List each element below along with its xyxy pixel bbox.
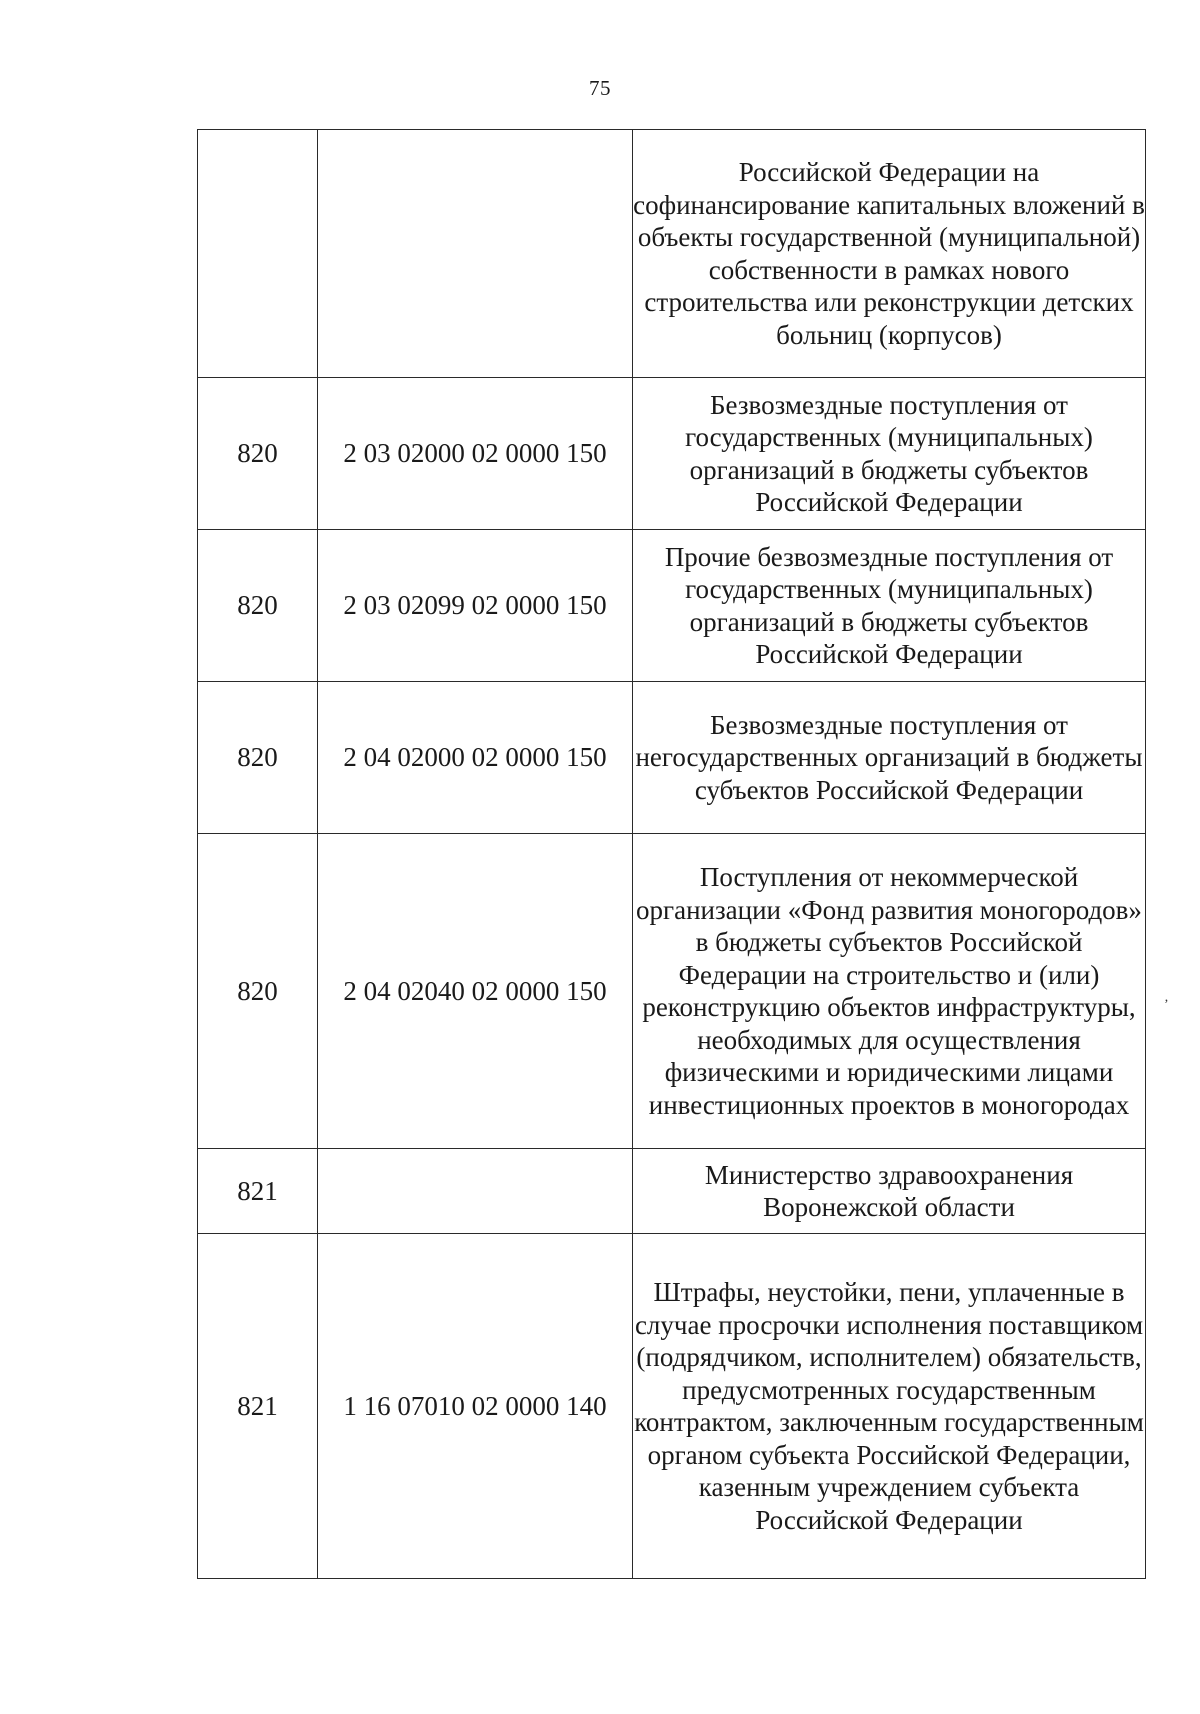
revenue-name-cell: Российской Федерации на софинансирование капитальных вложений в объекты государственной (муниципальной) собственности в рамках нового строительства или реконструкции детских больниц (корпусов) — [633, 130, 1146, 378]
admin-code-cell: 821 — [198, 1149, 318, 1234]
admin-code-cell: 821 — [198, 1234, 318, 1579]
table-row — [198, 1149, 1146, 1234]
table-row — [198, 682, 1146, 834]
admin-code-cell: 820 — [198, 834, 318, 1149]
table-row — [198, 130, 1146, 378]
table-row — [198, 1234, 1146, 1579]
budget-code-cell: 2 03 02000 02 0000 150 — [318, 378, 633, 530]
revenue-name-cell: Безвозмездные поступления от государственных (муниципальных) организаций в бюджеты субъектов Российской Федерации — [633, 378, 1146, 530]
admin-code-cell: 820 — [198, 530, 318, 682]
table-row — [198, 378, 1146, 530]
scan-speck-mark: ‚ — [1164, 990, 1169, 1005]
budget-code-cell: 2 04 02000 02 0000 150 — [318, 682, 633, 834]
revenue-name-cell: Безвозмездные поступления от негосударственных организаций в бюджеты субъектов Российской Федерации — [633, 682, 1146, 834]
revenue-name-cell: Поступления от некоммерческой организации «Фонд развития моногородов» в бюджеты субъектов Российской Федерации на строительство и (или) реконструкцию объектов инфраструктуры, необходимых для осуществления физическими и юридическими лицами инвестиционных проектов в моногородах — [633, 834, 1146, 1149]
admin-code-cell: 820 — [198, 682, 318, 834]
budget-code-cell: 2 03 02099 02 0000 150 — [318, 530, 633, 682]
budget-revenue-table — [197, 129, 1146, 1579]
page-number: 75 — [589, 76, 611, 100]
table-row — [198, 530, 1146, 682]
revenue-name-cell: Штрафы, неустойки, пени, уплаченные в случае просрочки исполнения поставщиком (подрядчиком, исполнителем) обязательств, предусмотренных государственным контрактом, заключенным государственным органом субъекта Российской Федерации, казенным учреждением субъекта Российской Федерации — [633, 1234, 1146, 1579]
revenue-name-cell: Прочие безвозмездные поступления от государственных (муниципальных) организаций в бюджеты субъектов Российской Федерации — [633, 530, 1146, 682]
budget-code-cell — [318, 1149, 633, 1234]
table-row — [198, 834, 1146, 1149]
admin-code-cell — [198, 130, 318, 378]
budget-code-cell — [318, 130, 633, 378]
revenue-name-cell: Министерство здравоохранения Воронежской области — [633, 1149, 1146, 1234]
budget-code-cell: 1 16 07010 02 0000 140 — [318, 1234, 633, 1579]
admin-code-cell: 820 — [198, 378, 318, 530]
budget-code-cell: 2 04 02040 02 0000 150 — [318, 834, 633, 1149]
